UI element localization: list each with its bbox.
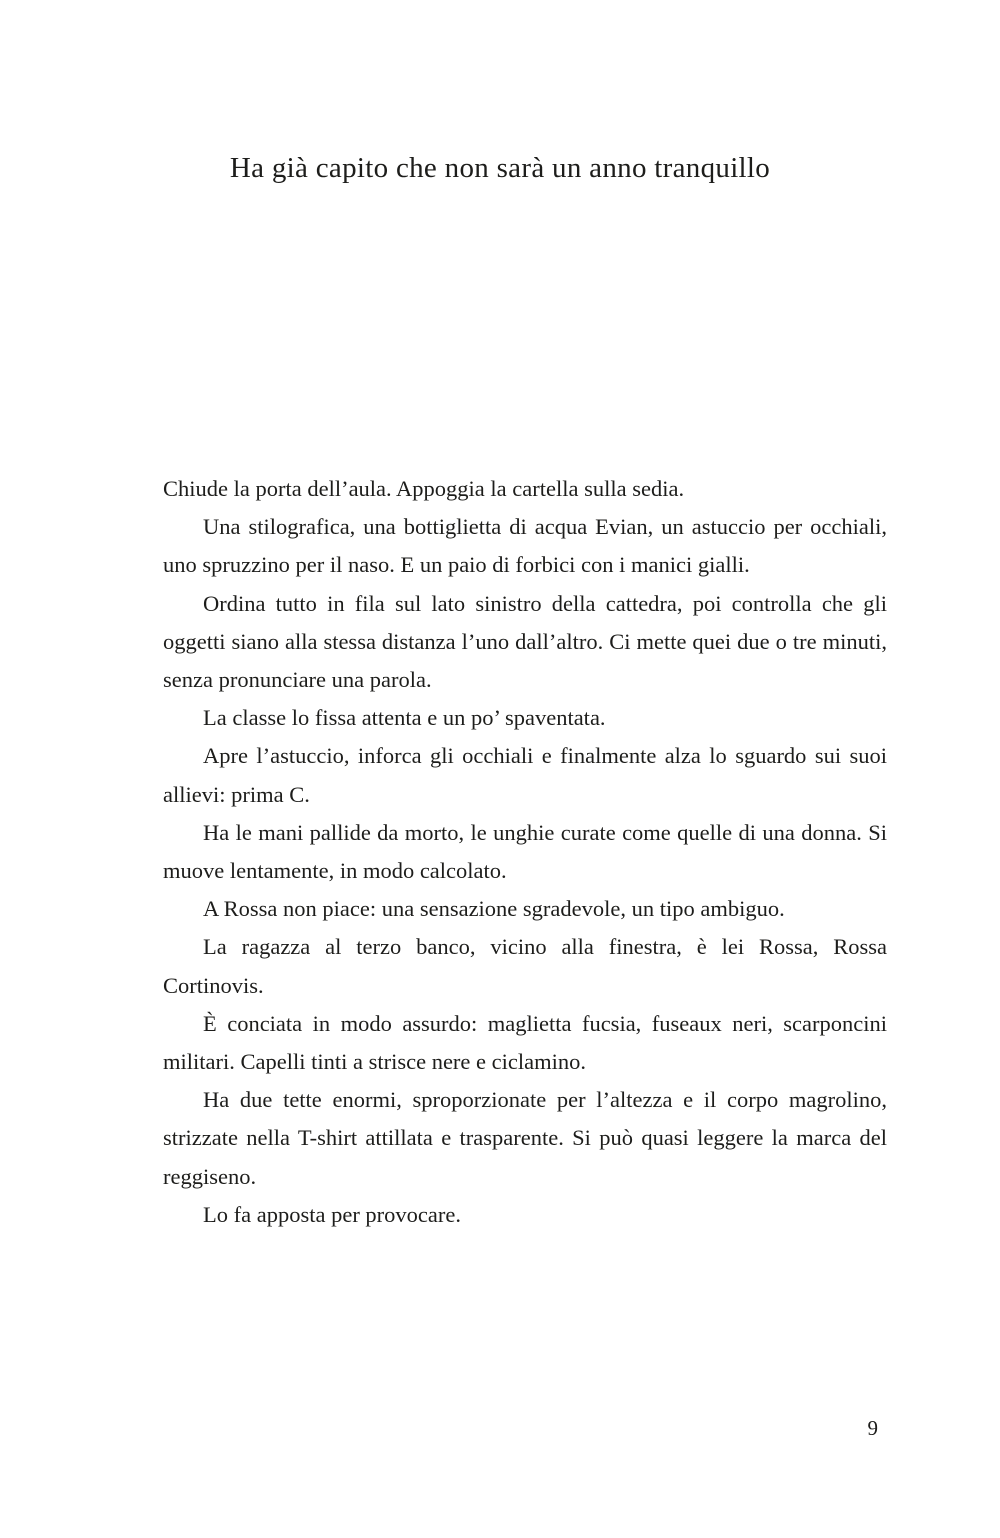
paragraph: Chiude la porta dell’aula. Appoggia la cartella sulla sedia. — [163, 476, 685, 501]
paragraph: Lo fa apposta per provocare. — [203, 1201, 462, 1227]
paragraph: Ha le mani pallide da morto, le unghie curate come quelle di una donna. Si muove lentamente, in modo calcolato. — [163, 819, 887, 884]
paragraph: È conciata in modo assurdo: maglietta fucsia, fuseaux neri, scarponcini militari. Capelli tinti a strisce nere e ciclamino. — [163, 1010, 887, 1075]
body-text — [163, 470, 887, 1234]
paragraph: La ragazza al terzo banco, vicino alla finestra, è lei Rossa, Rossa Cortinovis. — [163, 934, 887, 998]
paragraph: La classe lo fissa attenta e un po’ spaventata. — [203, 705, 606, 731]
paragraph: A Rossa non piace: una sensazione sgradevole, un tipo ambiguo. — [203, 896, 785, 922]
paragraph: Una stilografica, una bottiglietta di acqua Evian, un astuccio per occhiali, uno spruzzino per il naso. E un paio di forbici con i manici gialli. — [163, 514, 887, 578]
paragraph: Apre l’astuccio, inforca gli occhiali e finalmente alza lo sguardo sui suoi allievi: prima C. — [163, 743, 887, 807]
paragraph: Ordina tutto in fila sul lato sinistro della cattedra, poi controlla che gli oggetti siano alla stessa distanza l’uno dall’altro. Ci mette quei due o tre minuti, senza pronunciare una parola. — [163, 590, 887, 693]
paragraph: Ha due tette enormi, sproporzionate per l’altezza e il corpo magrolino, strizzate nella T-shirt attillata e trasparente. Si può quasi leggere la marca del reggiseno. — [163, 1087, 887, 1189]
chapter-title: Ha già capito che non sarà un anno tranquillo — [229, 152, 771, 184]
page-number: 9 — [867, 1416, 878, 1440]
